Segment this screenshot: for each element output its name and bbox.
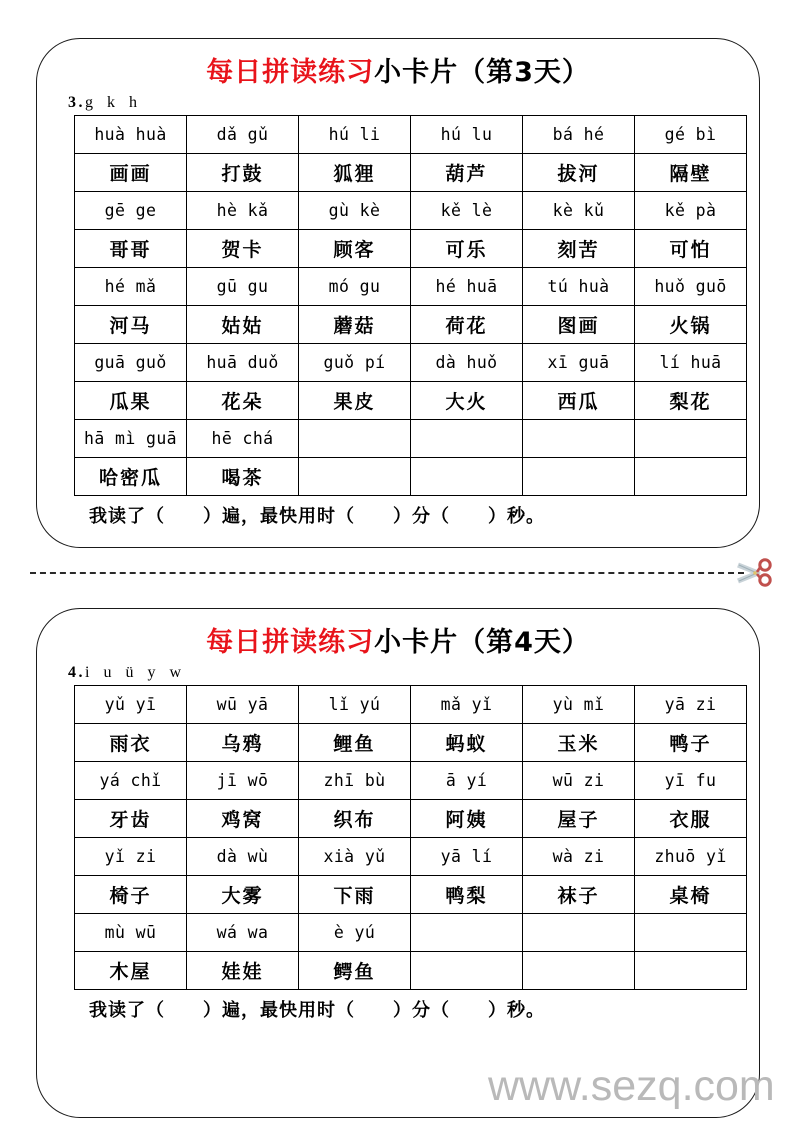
table-row <box>75 800 747 838</box>
pinyin-cell: huà huà <box>75 116 187 154</box>
table-row <box>75 952 747 990</box>
table-row <box>75 192 747 230</box>
table-row <box>75 762 747 800</box>
hanzi-cell: 鸡窝 <box>187 800 299 838</box>
hanzi-cell: 衣服 <box>635 800 747 838</box>
hanzi-cell: 蘑菇 <box>299 306 411 344</box>
pinyin-cell: mó gu <box>299 268 411 306</box>
pinyin-cell: hú li <box>299 116 411 154</box>
pinyin-cell: bá hé <box>523 116 635 154</box>
hanzi-cell: 打鼓 <box>187 154 299 192</box>
pinyin-cell: guā guǒ <box>75 344 187 382</box>
lesson-number: 4. <box>68 664 85 681</box>
pinyin-cell: huā duǒ <box>187 344 299 382</box>
pinyin-cell: yǐ zi <box>75 838 187 876</box>
pinyin-cell: hā mì guā <box>75 420 187 458</box>
pinyin-cell: kě pà <box>635 192 747 230</box>
word-table-day3 <box>74 115 747 496</box>
pinyin-cell: gù kè <box>299 192 411 230</box>
table-row <box>75 420 747 458</box>
pinyin-cell: jī wō <box>187 762 299 800</box>
pinyin-cell: gé bì <box>635 116 747 154</box>
hanzi-cell: 刻苦 <box>523 230 635 268</box>
hanzi-cell: 拔河 <box>523 154 635 192</box>
lesson-letters: g k h <box>85 94 142 111</box>
pinyin-cell: xià yǔ <box>299 838 411 876</box>
lesson-letters: i u ü y w <box>85 664 186 681</box>
hanzi-cell: 荷花 <box>411 306 523 344</box>
word-cell-empty <box>523 458 635 496</box>
hanzi-cell: 屋子 <box>523 800 635 838</box>
hanzi-cell: 袜子 <box>523 876 635 914</box>
hanzi-cell: 图画 <box>523 306 635 344</box>
pinyin-cell: kě lè <box>411 192 523 230</box>
practice-card-day3 <box>36 38 760 548</box>
site-watermark: www.sezq.com <box>488 1062 775 1110</box>
pinyin-cell: hé mǎ <box>75 268 187 306</box>
hanzi-cell: 织布 <box>299 800 411 838</box>
hanzi-cell: 可怕 <box>635 230 747 268</box>
word-cell-empty <box>299 420 411 458</box>
pinyin-cell: wū zi <box>523 762 635 800</box>
lesson-label <box>68 664 759 682</box>
pinyin-cell: wá wa <box>187 914 299 952</box>
pinyin-cell: zhuō yǐ <box>635 838 747 876</box>
hanzi-cell: 鳄鱼 <box>299 952 411 990</box>
pinyin-cell: hú lu <box>411 116 523 154</box>
hanzi-cell: 西瓜 <box>523 382 635 420</box>
hanzi-cell: 雨衣 <box>75 724 187 762</box>
card-title <box>37 620 759 659</box>
hanzi-cell: 桌椅 <box>635 876 747 914</box>
hanzi-cell: 瓜果 <box>75 382 187 420</box>
pinyin-cell: dà huǒ <box>411 344 523 382</box>
hanzi-cell: 姑姑 <box>187 306 299 344</box>
hanzi-cell: 葫芦 <box>411 154 523 192</box>
pinyin-cell: huǒ guō <box>635 268 747 306</box>
pinyin-cell: gū gu <box>187 268 299 306</box>
word-cell-empty <box>411 458 523 496</box>
table-row <box>75 154 747 192</box>
table-row <box>75 344 747 382</box>
hanzi-cell: 大火 <box>411 382 523 420</box>
pinyin-cell: lí huā <box>635 344 747 382</box>
pinyin-cell: è yú <box>299 914 411 952</box>
hanzi-cell: 蚂蚁 <box>411 724 523 762</box>
hanzi-cell: 顾客 <box>299 230 411 268</box>
hanzi-cell: 花朵 <box>187 382 299 420</box>
table-row <box>75 876 747 914</box>
hanzi-cell: 哈密瓜 <box>75 458 187 496</box>
card-title <box>37 50 759 89</box>
card-title-red: 每日拼读练习 <box>206 627 375 658</box>
pinyin-cell: guǒ pí <box>299 344 411 382</box>
hanzi-cell: 隔壁 <box>635 154 747 192</box>
word-table-body <box>75 686 747 990</box>
word-cell-empty <box>411 952 523 990</box>
pinyin-cell: zhī bù <box>299 762 411 800</box>
pinyin-cell: dà wù <box>187 838 299 876</box>
hanzi-cell: 木屋 <box>75 952 187 990</box>
pinyin-cell: yá chǐ <box>75 762 187 800</box>
lesson-number: 3. <box>68 94 85 111</box>
scissors-icon <box>736 554 776 592</box>
word-cell-empty <box>523 914 635 952</box>
card-title-red: 每日拼读练习 <box>206 57 375 88</box>
pinyin-cell: hé huā <box>411 268 523 306</box>
hanzi-cell: 鸭子 <box>635 724 747 762</box>
table-row <box>75 914 747 952</box>
hanzi-cell: 可乐 <box>411 230 523 268</box>
pinyin-cell: yù mǐ <box>523 686 635 724</box>
hanzi-cell: 牙齿 <box>75 800 187 838</box>
table-row <box>75 382 747 420</box>
pinyin-cell: yī fu <box>635 762 747 800</box>
pinyin-cell: dǎ gǔ <box>187 116 299 154</box>
pinyin-cell: wà zi <box>523 838 635 876</box>
hanzi-cell: 梨花 <box>635 382 747 420</box>
word-table-body <box>75 116 747 496</box>
hanzi-cell: 大雾 <box>187 876 299 914</box>
word-table-day4 <box>74 685 747 990</box>
cut-line-divider <box>30 572 744 574</box>
hanzi-cell: 阿姨 <box>411 800 523 838</box>
word-cell-empty <box>635 952 747 990</box>
hanzi-cell: 喝茶 <box>187 458 299 496</box>
card-title-black: 小卡片（第4天） <box>374 627 590 658</box>
word-cell-empty <box>523 420 635 458</box>
hanzi-cell: 下雨 <box>299 876 411 914</box>
table-row <box>75 458 747 496</box>
table-row <box>75 230 747 268</box>
hanzi-cell: 狐狸 <box>299 154 411 192</box>
hanzi-cell: 乌鸦 <box>187 724 299 762</box>
word-cell-empty <box>523 952 635 990</box>
card-title-black: 小卡片（第3天） <box>374 57 590 88</box>
lesson-label <box>68 94 759 112</box>
word-cell-empty <box>411 420 523 458</box>
pinyin-cell: yā lí <box>411 838 523 876</box>
table-row <box>75 724 747 762</box>
hanzi-cell: 鸭梨 <box>411 876 523 914</box>
hanzi-cell: 娃娃 <box>187 952 299 990</box>
pinyin-cell: hè kǎ <box>187 192 299 230</box>
pinyin-cell: yā zi <box>635 686 747 724</box>
word-cell-empty <box>411 914 523 952</box>
table-row <box>75 268 747 306</box>
pinyin-cell: kè kǔ <box>523 192 635 230</box>
table-row <box>75 116 747 154</box>
word-cell-empty <box>635 420 747 458</box>
word-cell-empty <box>635 914 747 952</box>
hanzi-cell: 椅子 <box>75 876 187 914</box>
card-footer: 我读了（ ）遍，最快用时（ ）分（ ）秒。 <box>89 506 545 527</box>
hanzi-cell: 画画 <box>75 154 187 192</box>
table-row <box>75 838 747 876</box>
hanzi-cell: 哥哥 <box>75 230 187 268</box>
pinyin-cell: yǔ yī <box>75 686 187 724</box>
pinyin-cell: ā yí <box>411 762 523 800</box>
pinyin-cell: lǐ yú <box>299 686 411 724</box>
word-cell-empty <box>299 458 411 496</box>
pinyin-cell: xī guā <box>523 344 635 382</box>
pinyin-cell: tú huà <box>523 268 635 306</box>
hanzi-cell: 贺卡 <box>187 230 299 268</box>
pinyin-cell: mù wū <box>75 914 187 952</box>
pinyin-cell: hē chá <box>187 420 299 458</box>
hanzi-cell: 果皮 <box>299 382 411 420</box>
hanzi-cell: 火锅 <box>635 306 747 344</box>
table-row <box>75 686 747 724</box>
card-footer: 我读了（ ）遍，最快用时（ ）分（ ）秒。 <box>89 1000 545 1021</box>
pinyin-cell: mǎ yǐ <box>411 686 523 724</box>
word-cell-empty <box>635 458 747 496</box>
table-row <box>75 306 747 344</box>
pinyin-cell: gē ge <box>75 192 187 230</box>
hanzi-cell: 鲤鱼 <box>299 724 411 762</box>
hanzi-cell: 玉米 <box>523 724 635 762</box>
pinyin-cell: wū yā <box>187 686 299 724</box>
practice-card-day4 <box>36 608 760 1118</box>
hanzi-cell: 河马 <box>75 306 187 344</box>
